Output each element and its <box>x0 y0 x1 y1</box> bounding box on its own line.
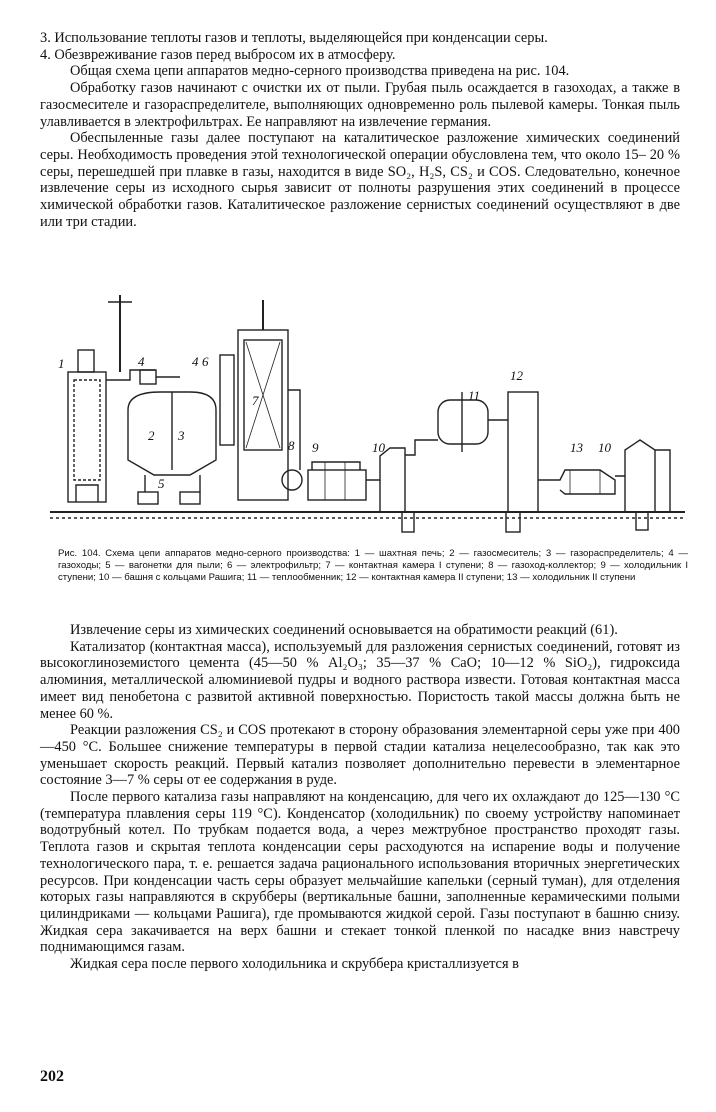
label-7: 7 <box>252 393 259 408</box>
paragraph-7: Катализатор (контактная масса), используемый для разложения сернистых соединений, готовят из высокоглиноземистого цемента (45—50 % Al₂O₃; 35—37 % CaO; 10—12 % SiO₂), гидроксида алюминия, металлической алюминиевой пудры и водного раствора извести. Готовая контактная масса имеет вид пенобетона с развитой активной поверхностью. Пористость такой массы должна быть не менее 60 %. <box>40 638 680 722</box>
paragraph-10: Жидкая сера после первого холодильника и скруббера кристаллизуется в <box>70 956 519 973</box>
label-9: 9 <box>312 440 319 455</box>
paragraph-2: 4. Обезвреживание газов перед выбросом их в атмосферу. <box>40 46 396 63</box>
label-1: 1 <box>58 356 65 371</box>
page-number: 202 <box>40 1068 64 1085</box>
label-8: 8 <box>288 438 295 453</box>
upper-text <box>40 30 680 230</box>
diagram-svg <box>40 280 690 550</box>
paragraph-6: Извлечение серы из химических соединений основывается на обратимости реакций (61). <box>70 622 618 638</box>
label-4b: 4 <box>192 354 199 369</box>
lower-text <box>40 622 680 973</box>
label-10b: 10 <box>598 440 611 455</box>
paragraph-8: Реакции разложения CS₂ и COS протекают в сторону образования элементарной серы уже при 400—450 °C. Большее снижение температуры в первой стадии катализа нецелесообразно, так как это уменьшает скорость реакций. Первый катализ позволяет дополнительно перевести в элементарное состояние 3—7 % серы от ее содержания в руде. <box>40 722 680 789</box>
paragraph-5: Обеспыленные газы далее поступают на каталитическое разложение химических соединений серы. Необходимость проведения этой технологической операции обусловлена тем, что около 15– 20 % серы, перешедшей при плавке в газы, находится в виде SO₂, H₂S, CS₂ и COS. Следовательно, конечное извлечение серы из исходного сырья зависит от полноты разрушения этих соединений в процессе химической обработки газов. Каталитическое разложение сернистых соединений осуществляют в две или три стадии. <box>40 130 680 230</box>
label-13: 13 <box>570 440 583 455</box>
label-6: 6 <box>202 354 209 369</box>
label-12: 12 <box>510 368 523 383</box>
label-2: 2 <box>148 428 155 443</box>
label-10a: 10 <box>372 440 385 455</box>
label-3: 3 <box>178 428 185 443</box>
label-4: 4 <box>138 354 145 369</box>
figure-caption: Рис. 104. Схема цепи аппаратов медно-серного производства: 1 — шахтная печь; 2 — газосмеситель; 3 — газораспределитель; 4 — газоходы; 5 — вагонетки для пыли; 6 — электрофильтр; 7 — контактная камера I ступени; 8 — газоход-коллектор; 9 — холодильник I ступени; 10 — башня с кольцами Рашига; 11 — теплообменник; 12 — контактная камера II ступени; 13 — холодильник II ступени <box>58 548 688 584</box>
label-11: 11 <box>468 388 481 403</box>
paragraph-4: Обработку газов начинают с очистки их от пыли. Грубая пыль осаждается в газоходах, а также в газосмесителе и газораспределителе, выполняющих одновременно роль пылевой камеры. Тонкая пыль улавливается в электрофильтрах. Ее направляют на извлечение германия. <box>40 80 680 130</box>
paragraph-3: Общая схема цепи аппаратов медно-серного производства приведена на рис. 104. <box>70 63 570 80</box>
process-diagram <box>40 280 690 550</box>
paragraph-1: 3. Использование теплоты газов и теплоты, выделяющейся при конденсации серы. <box>40 30 548 46</box>
paragraph-9: После первого катализа газы направляют на конденсацию, для чего их охлаждают до 125—130 °C (температура плавления серы 119 °C). Конденсатор (холодильник) по своему устройству напоминает водотрубный котел. По трубкам подается вода, а через межтрубное пространство проходят газы. Теплота газов и скрытая теплота конденсации серы расходуются на испарение воды и получение технологического пара, т. е. решается задача рационального использования вторичных энергетических ресурсов. При конденсации часть серы образует мельчайшие капельки (серный туман), для отделения которых газы направляются в скрубберы (вертикальные башни, заполненные керамическими полыми цилиндриками — кольцами Рашига), где промываются жидкой серой. Газы поступают в башню снизу. Жидкая сера закачивается на верх башни и стекает тонкой пленкой по насадке вниз навстречу поднимающимся газам. <box>40 789 680 956</box>
label-5: 5 <box>158 476 165 491</box>
